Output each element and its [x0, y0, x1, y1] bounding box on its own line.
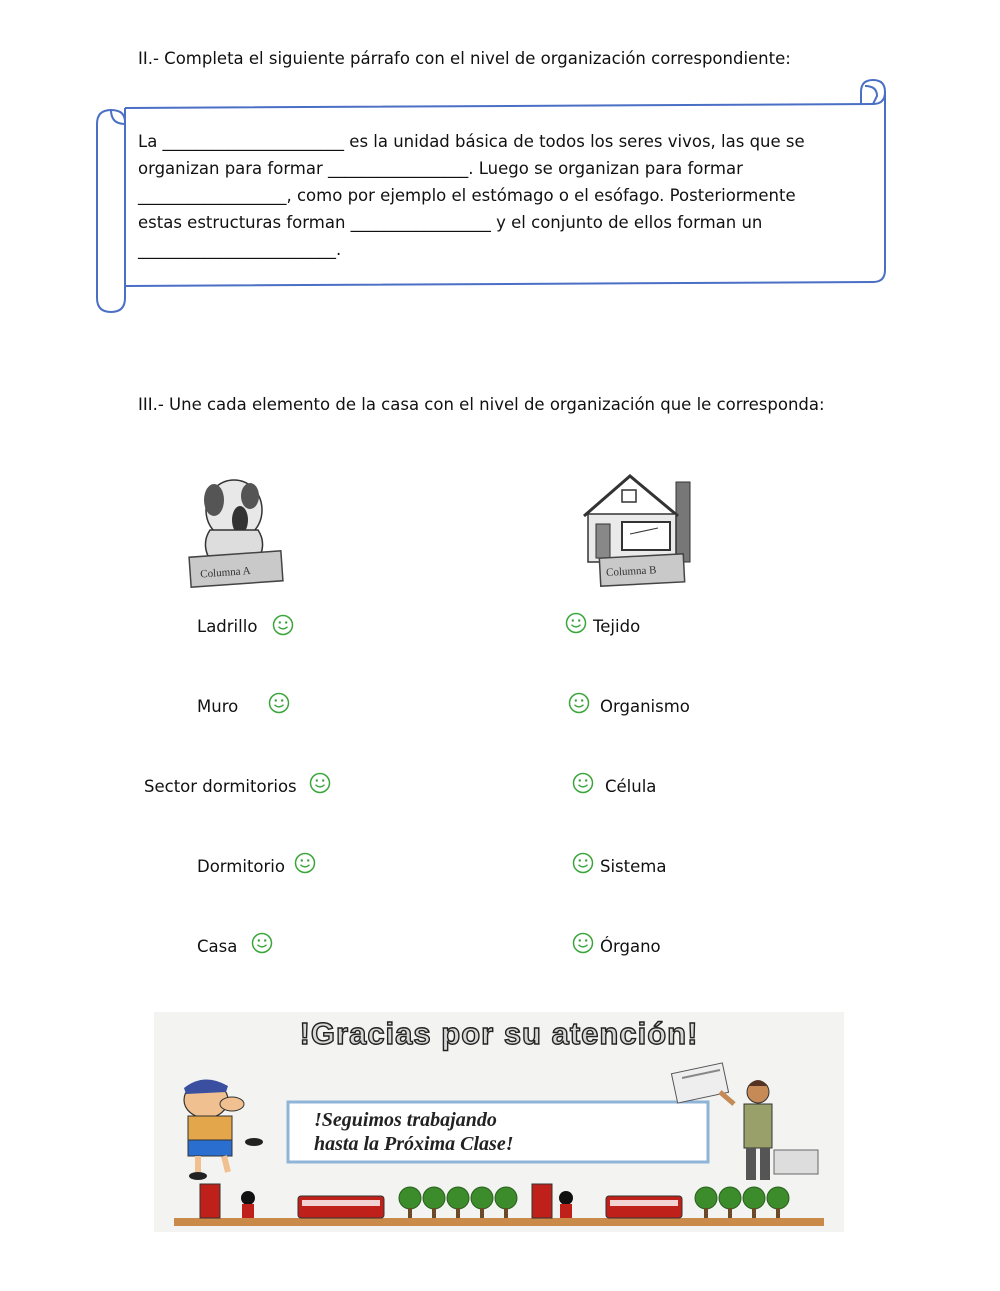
banner-subtitle-line2: hasta la Próxima Clase! [314, 1133, 514, 1155]
column-b-item-4: Sistema [600, 857, 667, 876]
smiley-icon[interactable] [572, 772, 594, 794]
paragraph-line-5: ________________________. [138, 240, 342, 259]
paragraph-line-1: La ______________________ es la unidad básica de todos los seres vivos, las que se [138, 132, 805, 151]
fill-in-paragraph [138, 128, 868, 263]
banner-title: !Gracias por su atención! [299, 1016, 699, 1051]
smiley-icon[interactable] [565, 612, 587, 634]
paragraph-line-3: __________________, como por ejemplo el estómago o el esófago. Posteriormente [138, 186, 796, 205]
column-a-item-3: Sector dormitorios [144, 777, 297, 796]
dog-sign-image [172, 470, 288, 594]
smiley-icon[interactable] [309, 772, 331, 794]
smiley-icon[interactable] [272, 614, 294, 636]
banner-art [154, 1012, 844, 1232]
column-b-item-3: Célula [605, 777, 657, 796]
smiley-icon[interactable] [268, 692, 290, 714]
smiley-icon[interactable] [568, 692, 590, 714]
column-a-item-5: Casa [197, 937, 238, 956]
smiley-icon[interactable] [251, 932, 273, 954]
column-a-item-1: Ladrillo [197, 617, 258, 636]
column-a-item-2: Muro [197, 697, 239, 716]
house-sign-image [582, 470, 698, 594]
column-b-item-2: Organismo [600, 697, 690, 716]
paragraph-line-2: organizan para formar _________________. Luego se organizan para formar [138, 159, 743, 178]
section3-heading: III.- Une cada elemento de la casa con el nivel de organización que le corresponda: [138, 395, 825, 414]
column-b-item-1: Tejido [593, 617, 641, 636]
column-a-label: Columna A [199, 565, 252, 581]
column-b-item-5: Órgano [600, 937, 661, 956]
thanks-banner [154, 1012, 844, 1232]
smiley-icon[interactable] [572, 932, 594, 954]
smiley-icon[interactable] [572, 852, 594, 874]
column-a-item-4: Dormitorio [197, 857, 285, 876]
section2-heading: II.- Completa el siguiente párrafo con el nivel de organización correspondiente: [138, 49, 791, 68]
paragraph-line-4: estas estructuras forman _________________ y el conjunto de ellos forman un [138, 213, 763, 232]
smiley-icon[interactable] [294, 852, 316, 874]
banner-subtitle-line1: !Seguimos trabajando [314, 1109, 497, 1131]
column-b-label: Columna B [605, 564, 657, 579]
